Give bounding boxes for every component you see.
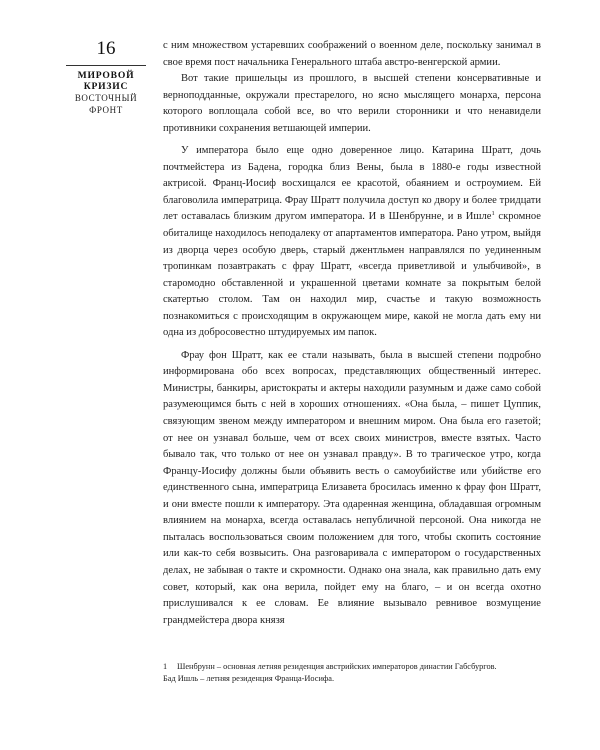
section-subtitle-line-2: ФРОНТ [89, 105, 123, 115]
paragraph-1: с ним множеством устаревших соображений о военном деле, поскольку занимал в свое время пост начальника Генерального штаба австро-венгерской армии. [163, 40, 541, 68]
section-title-line-2: КРИЗИС [83, 81, 129, 92]
sidebar-divider [66, 65, 146, 66]
section-title-line-1: МИРОВОЙ [77, 70, 135, 81]
paragraph-3-text-b: скромное обиталище находилось неподалеку от апартаментов императора. Рано утром, выйдя из дворца через особую дверь, старый джентльмен направлялся по уединенным тропинкам позавтракать с фрау Шратт, «всегда приветливой и улыбчивой», в старомодно обставленной и украшенной цветами комнате за покрытым белой скатертью столом. Там он находил мир, счастье и такую возможность познакомиться с происходящим в окружающем мире, какой не могла дать ему ни одна из добросовестно штудируемых им папок. [163, 211, 541, 339]
paragraph-2: Вот такие пришельцы из прошлого, в высшей степени консервативные и верноподданные, окружали престарелого, но ясно мыслящего монарха, персона которого воплощала собой все, во что верили сторонники и что ненавидели противники сохранения ветшающей империи. [163, 73, 541, 134]
page-number: 16 [96, 38, 116, 59]
footnotes [163, 661, 541, 685]
footnote-reference: 1 [491, 210, 495, 218]
footnote-1 [163, 661, 541, 673]
body-text [163, 38, 541, 629]
section-subtitle-line-1: ВОСТОЧНЫЙ [74, 93, 138, 103]
footnote-marker: 1 [163, 662, 168, 671]
paragraph-3 [163, 143, 541, 342]
running-header-sidebar [60, 38, 152, 116]
paragraph-4: Фрау фон Шратт, как ее стали называть, была в высшей степени подробно информирована обо всех вопросах, представляющих общественный интерес. Министры, банкиры, аристократы и актеры находили разумным и даже само собой разумеющимся быть с ней в хороших отношениях. «Она была, – пишет Цуппик, связующим звеном между императором и внешним миром. Она была его газетой; от нее он узнавал больше, чем от всех своих министров, вместе взятых. Часто бывало так, что только от нее он узнавал правду». В то трагическое утро, когда Францу-Иосифу должны были объявить весть о самоубийстве или убийстве его единственного сына, императрица Елизавета бросилась именно к фрау фон Шратт, и они вместе пошли к императору. Эта одаренная женщина, обладавшая огромным влиянием на монарха, всегда оставалась непубличной персоной. Она никогда не пыталась воспользоваться своим положением для того, чтобы скопить состояние или как-то себя возвысить. Она разговаривала с императором о государственных делах, не забывая о такте и скромности. Однако она знала, как правильно дать ему совет, который, как она верила, пойдет ему на благо, – и он всегда охотно прислушивался к ее словам. Ее влияние вызывало ревнивое возмущение грандмейстера двора князя [163, 349, 541, 626]
paragraph-3-text-a: У императора было еще одно доверенное лицо. Катарина Шратт, дочь почтмейстера из Бадена, городка близ Вены, была в 1880-е годы известной актрисой. Франц-Иосиф восхищался ее красотой, обаянием и остроумием. Ей благоволила императрица. Фрау Шратт получила доступ ко двору и более тридцати лет оставалась близким другом императора. И в Шенбрунне, и в Ишле [163, 145, 541, 223]
footnote-1-text: Шенбрунн – основная летняя резиденция австрийских императоров династии Габсбургов. [177, 662, 497, 671]
footnote-1-continuation: Бад Ишль – летняя резиденция Франца-Иосифа. [163, 674, 335, 683]
